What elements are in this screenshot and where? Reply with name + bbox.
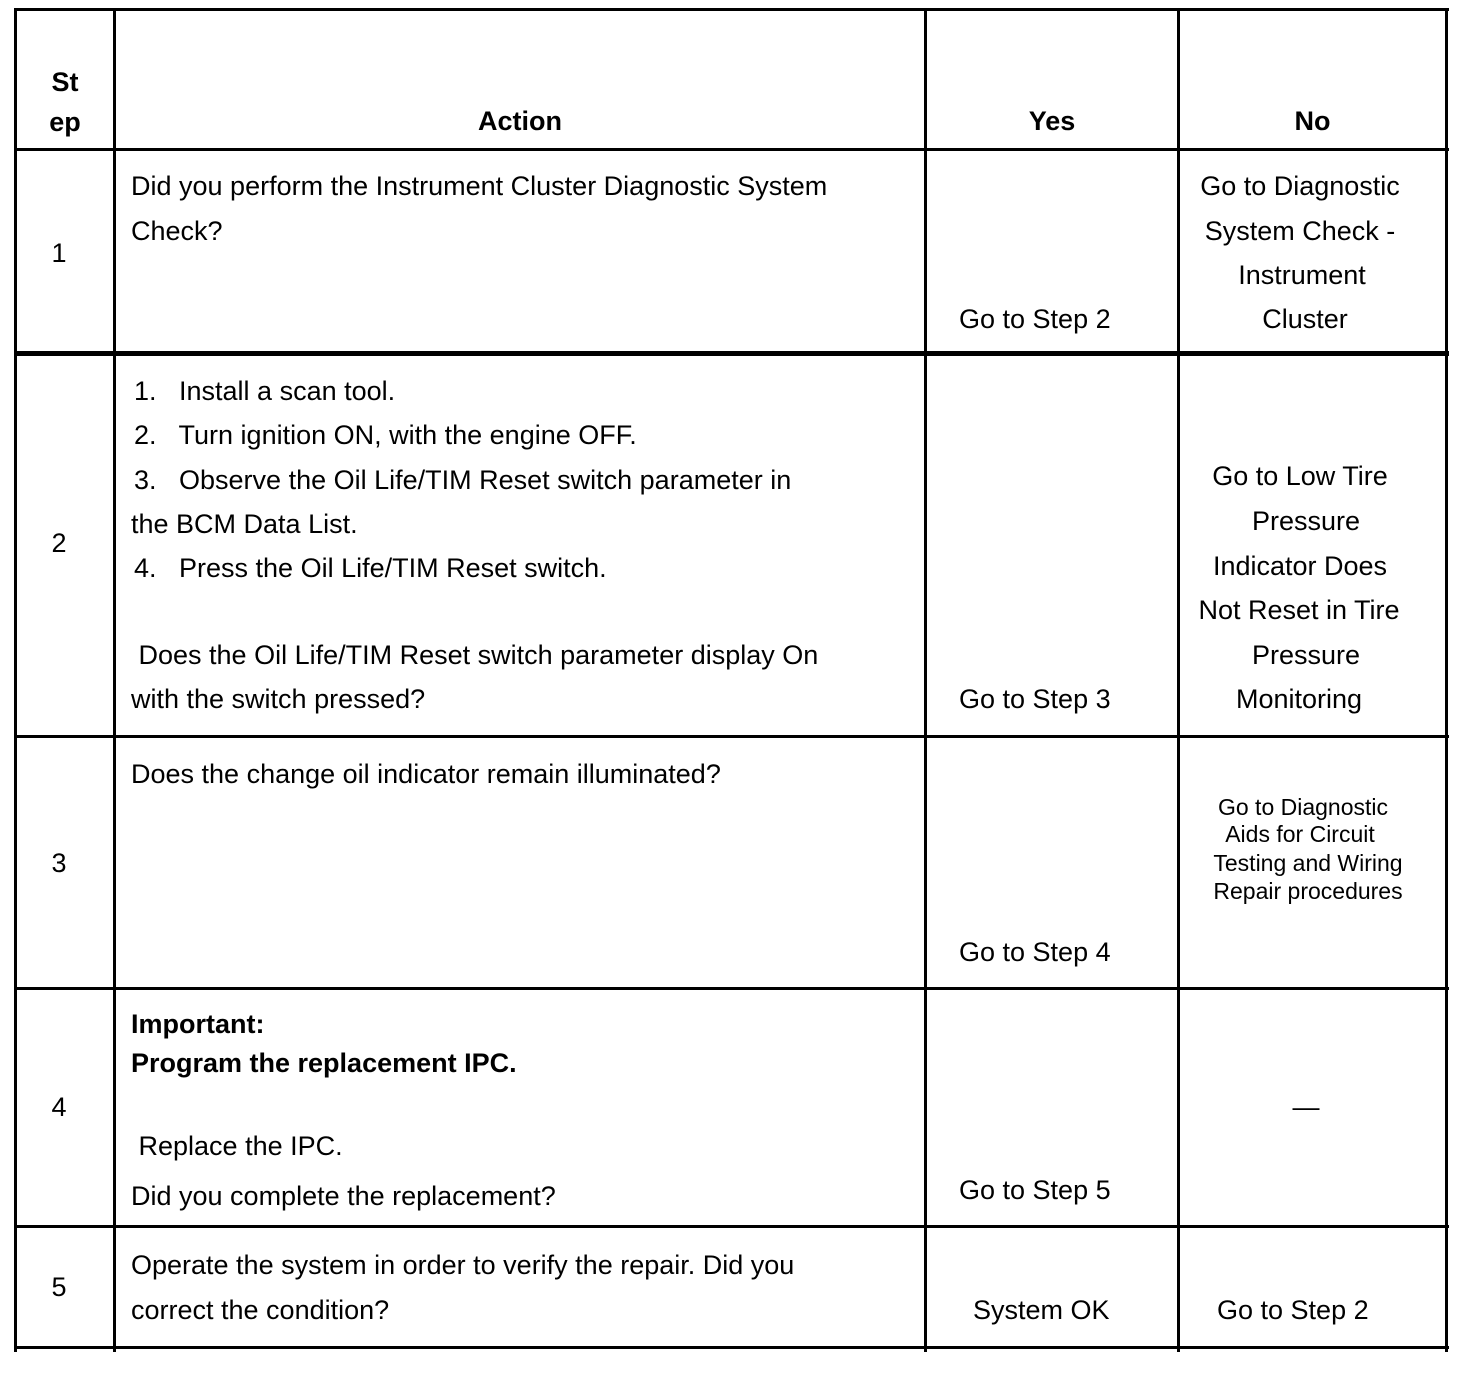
- no-line: Testing and Wiring: [1213, 850, 1403, 876]
- header-divider: [14, 148, 1449, 151]
- no-line: Repair procedures: [1213, 878, 1403, 904]
- header-action: Action: [478, 106, 562, 136]
- action-line: Operate the system in order to verify the repair. Did you: [131, 1250, 795, 1280]
- no-cell: —: [1292, 1092, 1320, 1122]
- header-step-line: St: [51, 67, 79, 97]
- header-step-line: ep: [49, 107, 81, 137]
- action-line: Replace the IPC.: [131, 1131, 343, 1161]
- no-line: Monitoring: [1235, 684, 1363, 714]
- action-line: Did you perform the Instrument Cluster Diagnostic System: [131, 171, 828, 201]
- no-line: Pressure: [1251, 506, 1361, 536]
- step-number: 1: [51, 238, 67, 268]
- header-yes: Yes: [1028, 106, 1076, 136]
- yes-cell: Go to Step 3: [959, 684, 1111, 714]
- header-no: No: [1294, 106, 1331, 136]
- row-divider: [14, 987, 1449, 990]
- no-line: Go to Low Tire: [1212, 461, 1388, 491]
- important-note: Program the replacement IPC.: [131, 1048, 517, 1078]
- table-border-bottom: [14, 1346, 1449, 1349]
- row-divider: [14, 735, 1449, 738]
- action-line: 1. Install a scan tool.: [134, 376, 396, 406]
- action-line: 3. Observe the Oil Life/TIM Reset switch parameter in: [134, 465, 792, 495]
- action-line: 4. Press the Oil Life/TIM Reset switch.: [134, 553, 607, 583]
- action-line: correct the condition?: [131, 1295, 390, 1325]
- row-divider: [14, 1225, 1449, 1228]
- column-divider: [113, 8, 116, 1352]
- action-line: with the switch pressed?: [131, 684, 426, 714]
- no-line: Indicator Does: [1212, 551, 1388, 581]
- no-line: Go to Diagnostic: [1200, 171, 1400, 201]
- action-line: 2. Turn ignition ON, with the engine OFF.: [134, 420, 637, 450]
- action-line: Does the Oil Life/TIM Reset switch parameter display On: [131, 640, 819, 670]
- no-line: Cluster: [1262, 304, 1348, 334]
- yes-cell: System OK: [973, 1295, 1110, 1325]
- action-line: Did you complete the replacement?: [131, 1181, 556, 1211]
- no-cell: Go to Step 2: [1217, 1295, 1369, 1325]
- step-number: 3: [51, 848, 67, 878]
- action-line: Does the change oil indicator remain illuminated?: [131, 759, 721, 789]
- yes-cell: Go to Step 4: [959, 937, 1111, 967]
- no-line: System Check -: [1204, 216, 1396, 246]
- action-line: the BCM Data List.: [131, 509, 358, 539]
- table-border-top: [14, 8, 1449, 11]
- step-number: 2: [51, 528, 67, 558]
- column-divider: [924, 8, 927, 1352]
- row-divider: [14, 351, 1449, 356]
- yes-cell: Go to Step 5: [959, 1175, 1111, 1205]
- table-border-right: [1445, 8, 1448, 1352]
- no-line: Pressure: [1251, 640, 1361, 670]
- no-line: Go to Diagnostic: [1217, 794, 1389, 820]
- step-number: 4: [51, 1092, 67, 1122]
- header-step: [17, 62, 113, 142]
- step-number: 5: [51, 1272, 67, 1302]
- table-border-left: [14, 8, 17, 1352]
- no-line: Not Reset in Tire: [1198, 595, 1400, 625]
- yes-cell: Go to Step 2: [959, 304, 1111, 334]
- no-line: Aids for Circuit: [1225, 821, 1375, 847]
- no-line: Instrument: [1238, 260, 1366, 290]
- action-line: Check?: [131, 216, 223, 246]
- important-label: Important:: [131, 1009, 265, 1039]
